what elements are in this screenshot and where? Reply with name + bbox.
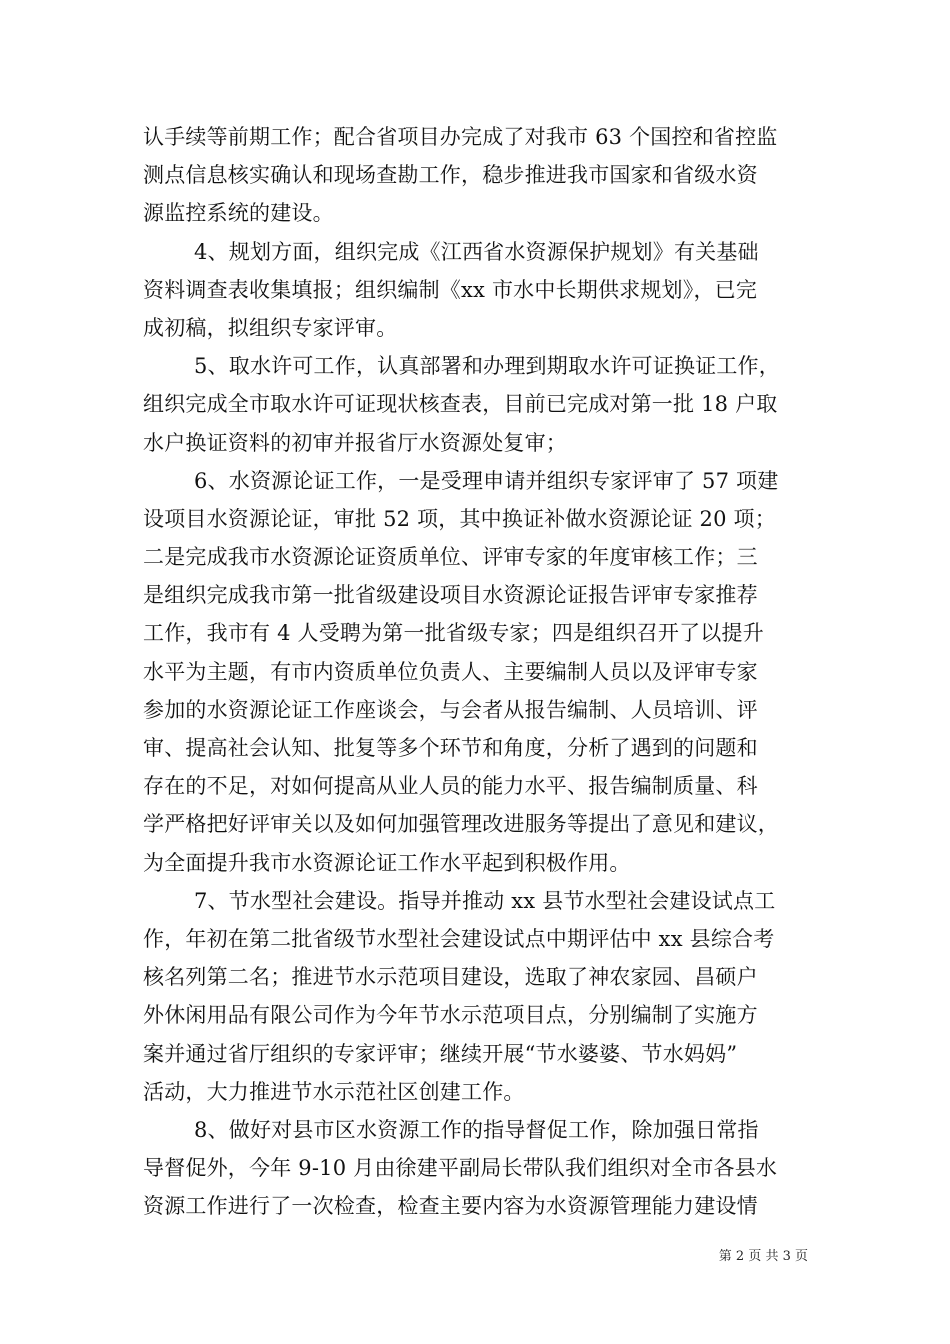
text-line: 核名列第二名；推进节水示范项目建设，选取了神农家园、昌硕户 bbox=[143, 965, 758, 990]
text-line: 导督促外，今年 9-10 月由徐建平副局长带队我们组织对全市各县水 bbox=[143, 1156, 778, 1181]
text-line: 水平为主题，有市内资质单位负责人、主要编制人员以及评审专家 bbox=[143, 659, 758, 684]
text-line: 参加的水资源论证工作座谈会，与会者从报告编制、人员培训、评 bbox=[143, 697, 758, 722]
text-line: 资源工作进行了一次检查，检查主要内容为水资源管理能力建设情 bbox=[143, 1194, 758, 1219]
paragraph-first-line: 5、取水许可工作，认真部署和办理到期取水许可证换证工作， bbox=[194, 354, 780, 379]
text-line: 设项目水资源论证，审批 52 项，其中换证补做水资源论证 20 项； bbox=[143, 506, 776, 531]
paragraph-first-line: 6、水资源论证工作，一是受理申请并组织专家评审了 57 项建 bbox=[194, 468, 779, 493]
text-line: 认手续等前期工作；配合省项目办完成了对我市 63 个国控和省控监 bbox=[143, 125, 778, 149]
text-line: 作，年初在第二批省级节水型社会建设试点中期评估中 xx 县综合考 bbox=[143, 926, 775, 951]
text-line: 组织完成全市取水许可证现状核查表，目前已完成对第一批 18 户取 bbox=[143, 392, 778, 417]
text-line: 外休闲用品有限公司作为今年节水示范项目点，分别编制了实施方 bbox=[143, 1003, 758, 1028]
text-line: 学严格把好评审关以及如何加强管理改进服务等提出了意见和建议， bbox=[143, 812, 779, 837]
text-line: 是组织完成我市第一批省级建设项目水资源论证报告评审专家推荐 bbox=[143, 583, 758, 608]
text-line: 水户换证资料的初审并报省厅水资源处复审； bbox=[143, 430, 567, 455]
text-line: 成初稿，拟组织专家评审。 bbox=[143, 315, 398, 340]
page-footer: 第 2 页 共 3 页 bbox=[718, 1249, 808, 1264]
text-line: 源监控系统的建设。 bbox=[143, 201, 334, 226]
paragraph-first-line: 8、做好对县市区水资源工作的指导督促工作，除加强日常指 bbox=[194, 1117, 759, 1142]
paragraph-first-line: 7、节水型社会建设。指导并推动 xx 县节水型社会建设试点工 bbox=[194, 888, 776, 913]
text-line: 存在的不足，对如何提高从业人员的能力水平、报告编制质量、科 bbox=[143, 774, 758, 799]
text-line: 案并通过省厅组织的专家评审；继续开展“节水婆婆、节水妈妈” bbox=[143, 1041, 738, 1066]
text-line: 为全面提升我市水资源论证工作水平起到积极作用。 bbox=[143, 850, 631, 875]
text-line: 资料调查表收集填报；组织编制《xx 市水中长期供求规划》，已完 bbox=[143, 277, 758, 302]
text-line: 工作，我市有 4 人受聘为第一批省级专家；四是组织召开了以提升 bbox=[143, 621, 764, 646]
body-text bbox=[143, 118, 811, 1225]
text-line: 审、提高社会认知、批复等多个环节和角度，分析了遇到的问题和 bbox=[143, 736, 758, 760]
text-line: 测点信息核实确认和现场查勘工作，稳步推进我市国家和省级水资 bbox=[143, 163, 758, 188]
text-line: 二是完成我市水资源论证资质单位、评审专家的年度审核工作；三 bbox=[143, 545, 758, 570]
paragraph-first-line: 4、规划方面，组织完成《江西省水资源保护规划》有关基础 bbox=[194, 239, 759, 264]
text-line: 活动，大力推进节水示范社区创建工作。 bbox=[143, 1079, 525, 1104]
